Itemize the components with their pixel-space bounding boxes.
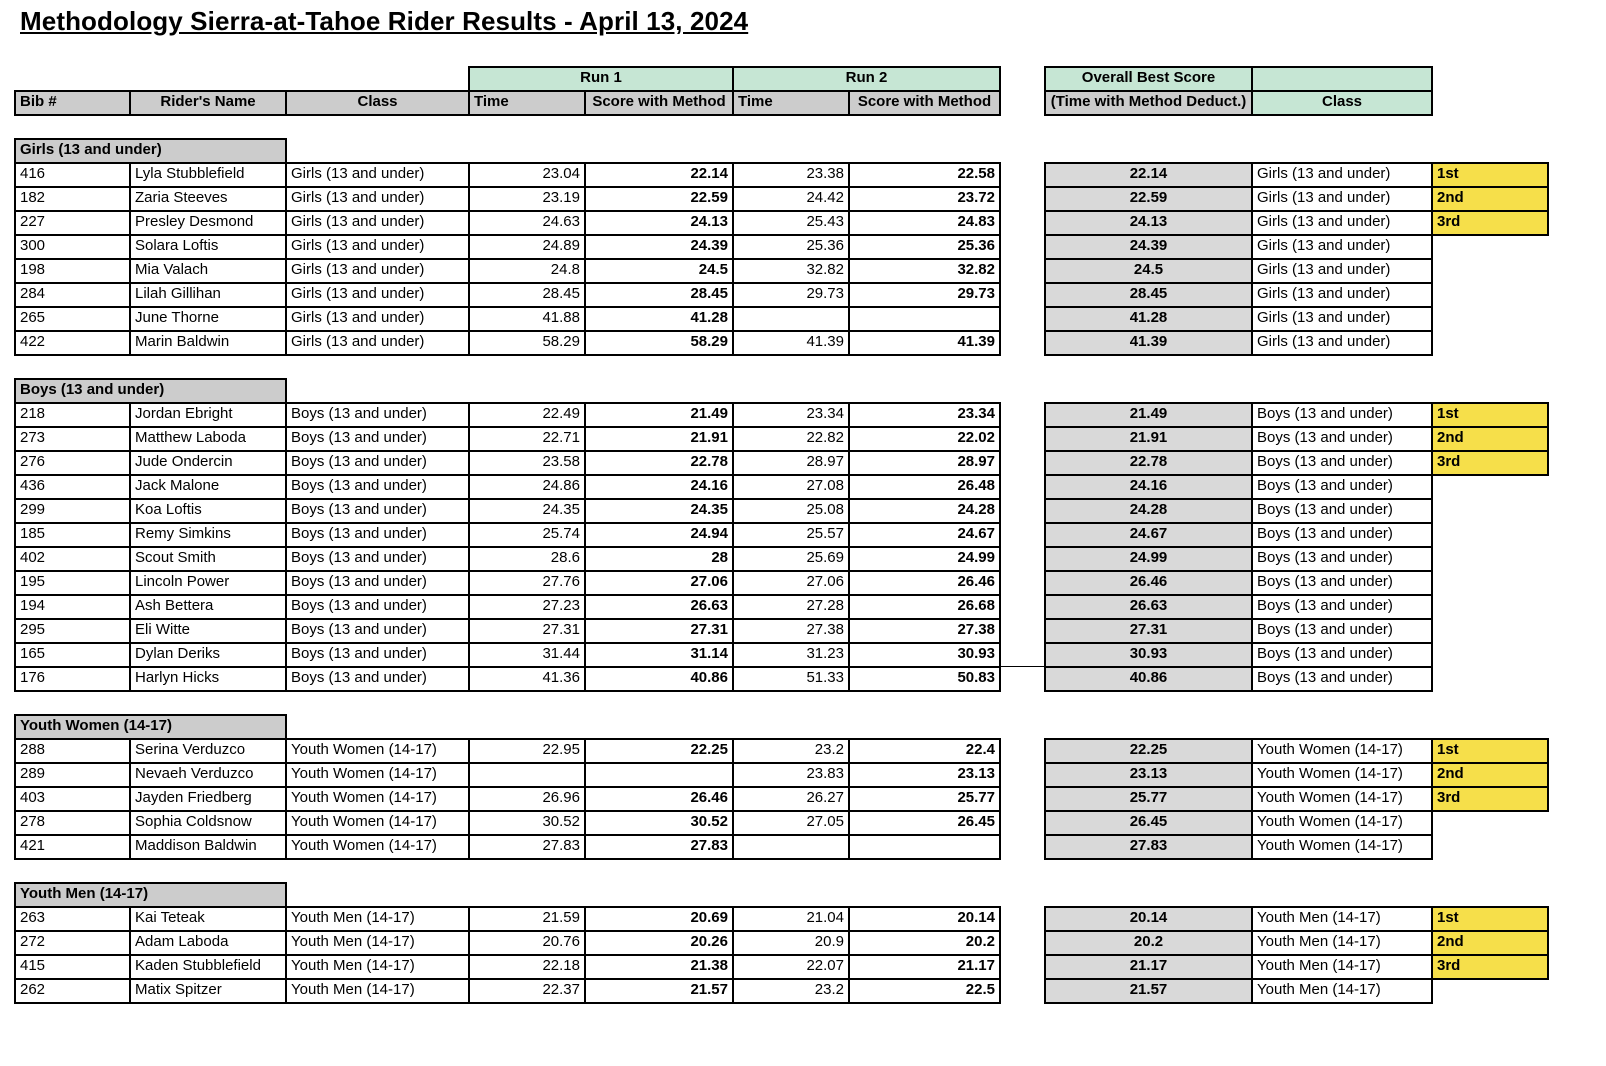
class-cell: Girls (13 and under) (285, 282, 470, 308)
run2-score-cell: 27.38 (848, 618, 1001, 644)
run2-score-cell: 23.34 (848, 402, 1001, 428)
class-cell: Boys (13 and under) (285, 426, 470, 452)
run1-score-cell: 22.59 (584, 186, 734, 212)
rider-name-cell: Presley Desmond (129, 210, 287, 236)
bib-cell: 289 (14, 762, 131, 788)
overall-best-cell: 21.57 (1044, 978, 1253, 1004)
class-result-header: Class (1251, 90, 1433, 116)
run2-time-cell: 24.42 (732, 186, 850, 212)
placement-badge: 2nd (1431, 426, 1549, 452)
run2-score-cell: 22.02 (848, 426, 1001, 452)
section-title: Boys (13 and under) (14, 378, 287, 404)
rider-name-cell: Zaria Steeves (129, 186, 287, 212)
run2-time-cell: 25.36 (732, 234, 850, 260)
class-result-cell: Youth Women (14-17) (1251, 834, 1433, 860)
run1-time-cell: 41.36 (468, 666, 586, 692)
placement-badge: 1st (1431, 402, 1549, 428)
rider-name-cell: June Thorne (129, 306, 287, 332)
run1-score-cell: 27.31 (584, 618, 734, 644)
run1-score-cell: 22.14 (584, 162, 734, 188)
run2-time-cell: 32.82 (732, 258, 850, 284)
run2-time-cell: 27.06 (732, 570, 850, 596)
run1-time-cell: 24.8 (468, 258, 586, 284)
class-result-cell: Girls (13 and under) (1251, 186, 1433, 212)
overall-best-subheader: (Time with Method Deduct.) (1044, 90, 1253, 116)
run2-time-cell: 25.08 (732, 498, 850, 524)
bib-cell: 194 (14, 594, 131, 620)
bib-cell: 218 (14, 402, 131, 428)
class-cell: Girls (13 and under) (285, 162, 470, 188)
class-cell: Youth Men (14-17) (285, 954, 470, 980)
run1-score-cell: 41.28 (584, 306, 734, 332)
bib-cell: 299 (14, 498, 131, 524)
class-result-cell: Girls (13 and under) (1251, 306, 1433, 332)
rider-name-cell: Ash Bettera (129, 594, 287, 620)
overall-best-cell: 26.46 (1044, 570, 1253, 596)
class-header-top (1251, 66, 1433, 92)
run2-time-cell: 41.39 (732, 330, 850, 356)
class-result-cell: Girls (13 and under) (1251, 258, 1433, 284)
stray-gridline (1000, 666, 1045, 667)
class-cell: Boys (13 and under) (285, 498, 470, 524)
class-result-cell: Youth Women (14-17) (1251, 738, 1433, 764)
run1-time-cell: 22.18 (468, 954, 586, 980)
class-result-cell: Boys (13 and under) (1251, 426, 1433, 452)
rider-name-cell: Sophia Coldsnow (129, 810, 287, 836)
overall-best-cell: 25.77 (1044, 786, 1253, 812)
bib-cell: 416 (14, 162, 131, 188)
run2-score-cell: 25.77 (848, 786, 1001, 812)
placement-badge: 3rd (1431, 954, 1549, 980)
run1-time-cell: 31.44 (468, 642, 586, 668)
run1-score-header: Score with Method (584, 90, 734, 116)
run1-time-cell: 25.74 (468, 522, 586, 548)
class-cell: Boys (13 and under) (285, 546, 470, 572)
class-result-cell: Girls (13 and under) (1251, 234, 1433, 260)
class-result-cell: Boys (13 and under) (1251, 594, 1433, 620)
run2-score-cell: 29.73 (848, 282, 1001, 308)
run1-score-cell: 21.57 (584, 978, 734, 1004)
rider-name-cell: Maddison Baldwin (129, 834, 287, 860)
rider-name-cell: Koa Loftis (129, 498, 287, 524)
bib-cell: 288 (14, 738, 131, 764)
placement-badge: 2nd (1431, 186, 1549, 212)
run2-score-cell: 41.39 (848, 330, 1001, 356)
run1-time-cell: 23.58 (468, 450, 586, 476)
run2-time-cell: 27.38 (732, 618, 850, 644)
run1-time-cell: 27.23 (468, 594, 586, 620)
overall-best-cell: 24.28 (1044, 498, 1253, 524)
rider-name-cell: Harlyn Hicks (129, 666, 287, 692)
run2-time-cell: 27.28 (732, 594, 850, 620)
overall-best-cell: 21.91 (1044, 426, 1253, 452)
run2-score-cell: 24.99 (848, 546, 1001, 572)
rider-name-cell: Matix Spitzer (129, 978, 287, 1004)
overall-best-cell: 24.5 (1044, 258, 1253, 284)
run1-time-cell: 24.63 (468, 210, 586, 236)
bib-cell: 198 (14, 258, 131, 284)
run2-score-cell (848, 306, 1001, 332)
run1-score-cell: 20.26 (584, 930, 734, 956)
run1-time-cell: 30.52 (468, 810, 586, 836)
run1-score-cell: 30.52 (584, 810, 734, 836)
class-result-cell: Youth Women (14-17) (1251, 786, 1433, 812)
rider-name-cell: Jude Ondercin (129, 450, 287, 476)
class-result-cell: Boys (13 and under) (1251, 474, 1433, 500)
rider-name-cell: Marin Baldwin (129, 330, 287, 356)
rider-name-cell: Jayden Friedberg (129, 786, 287, 812)
rider-name-cell: Jordan Ebright (129, 402, 287, 428)
overall-best-cell: 24.39 (1044, 234, 1253, 260)
overall-best-cell: 24.16 (1044, 474, 1253, 500)
rider-name-cell: Lilah Gillihan (129, 282, 287, 308)
bib-cell: 421 (14, 834, 131, 860)
run1-time-cell: 23.04 (468, 162, 586, 188)
class-cell: Youth Men (14-17) (285, 906, 470, 932)
section-title: Girls (13 and under) (14, 138, 287, 164)
run1-time-cell: 22.49 (468, 402, 586, 428)
class-cell: Boys (13 and under) (285, 450, 470, 476)
run1-score-cell: 24.5 (584, 258, 734, 284)
run1-time-cell: 23.19 (468, 186, 586, 212)
bib-cell: 185 (14, 522, 131, 548)
class-cell: Youth Men (14-17) (285, 930, 470, 956)
class-result-cell: Boys (13 and under) (1251, 666, 1433, 692)
run2-time-cell: 23.2 (732, 738, 850, 764)
class-result-cell: Youth Women (14-17) (1251, 810, 1433, 836)
run1-time-cell: 22.95 (468, 738, 586, 764)
run1-score-cell (584, 762, 734, 788)
overall-best-cell: 21.49 (1044, 402, 1253, 428)
rider-name-cell: Serina Verduzco (129, 738, 287, 764)
overall-best-cell: 41.28 (1044, 306, 1253, 332)
run2-time-cell: 22.82 (732, 426, 850, 452)
class-result-cell: Girls (13 and under) (1251, 210, 1433, 236)
rider-name-cell: Dylan Deriks (129, 642, 287, 668)
run2-time-cell: 20.9 (732, 930, 850, 956)
overall-best-cell: 20.2 (1044, 930, 1253, 956)
bib-cell: 265 (14, 306, 131, 332)
run2-score-cell: 26.46 (848, 570, 1001, 596)
class-cell: Youth Women (14-17) (285, 810, 470, 836)
class-result-cell: Youth Women (14-17) (1251, 762, 1433, 788)
bib-cell: 402 (14, 546, 131, 572)
run2-score-cell: 26.45 (848, 810, 1001, 836)
overall-best-cell: 21.17 (1044, 954, 1253, 980)
overall-best-cell: 40.86 (1044, 666, 1253, 692)
rider-name-cell: Jack Malone (129, 474, 287, 500)
run1-time-cell: 27.83 (468, 834, 586, 860)
overall-best-header: Overall Best Score (1044, 66, 1253, 92)
run1-time-cell (468, 762, 586, 788)
run1-score-cell: 58.29 (584, 330, 734, 356)
class-header: Class (285, 90, 470, 116)
run1-score-cell: 22.25 (584, 738, 734, 764)
class-result-cell: Boys (13 and under) (1251, 642, 1433, 668)
bib-cell: 165 (14, 642, 131, 668)
run1-score-cell: 24.94 (584, 522, 734, 548)
class-result-cell: Boys (13 and under) (1251, 450, 1433, 476)
run2-score-cell: 21.17 (848, 954, 1001, 980)
class-cell: Girls (13 and under) (285, 210, 470, 236)
overall-best-cell: 26.45 (1044, 810, 1253, 836)
class-cell: Boys (13 and under) (285, 642, 470, 668)
run2-score-cell: 24.67 (848, 522, 1001, 548)
run1-time-cell: 24.86 (468, 474, 586, 500)
run1-time-cell: 58.29 (468, 330, 586, 356)
run2-time-cell: 26.27 (732, 786, 850, 812)
run1-score-cell: 22.78 (584, 450, 734, 476)
run2-time-cell (732, 306, 850, 332)
overall-best-cell: 24.13 (1044, 210, 1253, 236)
rider-name-cell: Mia Valach (129, 258, 287, 284)
rider-name-cell: Eli Witte (129, 618, 287, 644)
class-cell: Boys (13 and under) (285, 474, 470, 500)
class-result-cell: Boys (13 and under) (1251, 402, 1433, 428)
rider-name-cell: Nevaeh Verduzco (129, 762, 287, 788)
bib-cell: 227 (14, 210, 131, 236)
class-cell: Boys (13 and under) (285, 570, 470, 596)
overall-best-cell: 23.13 (1044, 762, 1253, 788)
class-result-cell: Youth Men (14-17) (1251, 906, 1433, 932)
run1-score-cell: 28.45 (584, 282, 734, 308)
run2-score-cell: 25.36 (848, 234, 1001, 260)
placement-badge: 3rd (1431, 786, 1549, 812)
class-cell: Girls (13 and under) (285, 258, 470, 284)
rider-name-cell: Remy Simkins (129, 522, 287, 548)
run2-time-cell: 25.57 (732, 522, 850, 548)
run1-time-cell: 20.76 (468, 930, 586, 956)
run2-time-cell: 27.05 (732, 810, 850, 836)
class-cell: Boys (13 and under) (285, 594, 470, 620)
run1-score-cell: 28 (584, 546, 734, 572)
run2-score-cell (848, 834, 1001, 860)
section-title: Youth Women (14-17) (14, 714, 287, 740)
bib-header: Bib # (14, 90, 131, 116)
class-cell: Girls (13 and under) (285, 234, 470, 260)
bib-cell: 284 (14, 282, 131, 308)
bib-cell: 436 (14, 474, 131, 500)
run1-score-cell: 21.49 (584, 402, 734, 428)
run1-score-cell: 24.16 (584, 474, 734, 500)
overall-best-cell: 22.14 (1044, 162, 1253, 188)
class-cell: Boys (13 and under) (285, 402, 470, 428)
class-cell: Girls (13 and under) (285, 330, 470, 356)
run2-time-cell: 25.69 (732, 546, 850, 572)
class-result-cell: Youth Men (14-17) (1251, 978, 1433, 1004)
run1-score-cell: 21.91 (584, 426, 734, 452)
class-result-cell: Boys (13 and under) (1251, 570, 1433, 596)
rider-name-cell: Adam Laboda (129, 930, 287, 956)
class-result-cell: Boys (13 and under) (1251, 498, 1433, 524)
overall-best-cell: 24.99 (1044, 546, 1253, 572)
run2-time-cell: 21.04 (732, 906, 850, 932)
overall-best-cell: 28.45 (1044, 282, 1253, 308)
class-cell: Boys (13 and under) (285, 666, 470, 692)
bib-cell: 276 (14, 450, 131, 476)
run1-score-cell: 24.39 (584, 234, 734, 260)
rider-name-header: Rider's Name (129, 90, 287, 116)
run2-time-cell: 51.33 (732, 666, 850, 692)
overall-best-cell: 27.31 (1044, 618, 1253, 644)
page-title: Methodology Sierra-at-Tahoe Rider Results - April 13, 2024 (20, 6, 749, 36)
run1-time-cell: 24.35 (468, 498, 586, 524)
run1-time-cell: 41.88 (468, 306, 586, 332)
run2-score-cell: 24.83 (848, 210, 1001, 236)
run2-time-cell: 29.73 (732, 282, 850, 308)
run1-score-cell: 27.83 (584, 834, 734, 860)
run1-score-cell: 26.63 (584, 594, 734, 620)
class-result-cell: Youth Men (14-17) (1251, 930, 1433, 956)
rider-name-cell: Lyla Stubblefield (129, 162, 287, 188)
run1-time-cell: 27.76 (468, 570, 586, 596)
bib-cell: 262 (14, 978, 131, 1004)
run2-time-cell: 31.23 (732, 642, 850, 668)
bib-cell: 182 (14, 186, 131, 212)
overall-best-cell: 30.93 (1044, 642, 1253, 668)
run1-score-cell: 24.13 (584, 210, 734, 236)
rider-name-cell: Matthew Laboda (129, 426, 287, 452)
run1-time-cell: 28.6 (468, 546, 586, 572)
run1-time-cell: 27.31 (468, 618, 586, 644)
run1-time-cell: 28.45 (468, 282, 586, 308)
class-cell: Girls (13 and under) (285, 186, 470, 212)
run2-score-cell: 23.72 (848, 186, 1001, 212)
run2-time-header: Time (732, 90, 850, 116)
rider-name-cell: Scout Smith (129, 546, 287, 572)
overall-best-cell: 41.39 (1044, 330, 1253, 356)
overall-best-cell: 22.59 (1044, 186, 1253, 212)
bib-cell: 273 (14, 426, 131, 452)
run2-time-cell (732, 834, 850, 860)
class-result-cell: Youth Men (14-17) (1251, 954, 1433, 980)
run2-time-cell: 23.34 (732, 402, 850, 428)
run1-score-cell: 20.69 (584, 906, 734, 932)
class-result-cell: Boys (13 and under) (1251, 618, 1433, 644)
class-cell: Youth Women (14-17) (285, 834, 470, 860)
overall-best-cell: 27.83 (1044, 834, 1253, 860)
run2-score-cell: 20.14 (848, 906, 1001, 932)
class-cell: Girls (13 and under) (285, 306, 470, 332)
class-result-cell: Girls (13 and under) (1251, 162, 1433, 188)
run2-score-cell: 24.28 (848, 498, 1001, 524)
run2-time-cell: 28.97 (732, 450, 850, 476)
run2-time-cell: 23.2 (732, 978, 850, 1004)
run2-score-cell: 32.82 (848, 258, 1001, 284)
rider-name-cell: Kaden Stubblefield (129, 954, 287, 980)
bib-cell: 195 (14, 570, 131, 596)
class-result-cell: Girls (13 and under) (1251, 330, 1433, 356)
run1-time-cell: 22.71 (468, 426, 586, 452)
overall-best-cell: 22.25 (1044, 738, 1253, 764)
bib-cell: 278 (14, 810, 131, 836)
run1-score-cell: 31.14 (584, 642, 734, 668)
class-result-cell: Girls (13 and under) (1251, 282, 1433, 308)
bib-cell: 403 (14, 786, 131, 812)
overall-best-cell: 24.67 (1044, 522, 1253, 548)
placement-badge: 1st (1431, 162, 1549, 188)
run2-score-cell: 22.4 (848, 738, 1001, 764)
run2-score-cell: 22.5 (848, 978, 1001, 1004)
class-result-cell: Boys (13 and under) (1251, 522, 1433, 548)
run2-score-cell: 30.93 (848, 642, 1001, 668)
bib-cell: 300 (14, 234, 131, 260)
run2-time-cell: 22.07 (732, 954, 850, 980)
run2-score-cell: 50.83 (848, 666, 1001, 692)
run1-score-cell: 21.38 (584, 954, 734, 980)
class-cell: Boys (13 and under) (285, 522, 470, 548)
run1-header: Run 1 (468, 66, 734, 92)
placement-badge: 3rd (1431, 210, 1549, 236)
run1-time-cell: 22.37 (468, 978, 586, 1004)
rider-name-cell: Lincoln Power (129, 570, 287, 596)
run2-score-cell: 23.13 (848, 762, 1001, 788)
rider-name-cell: Kai Teteak (129, 906, 287, 932)
bib-cell: 422 (14, 330, 131, 356)
run2-score-cell: 26.48 (848, 474, 1001, 500)
run1-score-cell: 24.35 (584, 498, 734, 524)
bib-cell: 415 (14, 954, 131, 980)
placement-badge: 2nd (1431, 762, 1549, 788)
run2-score-cell: 22.58 (848, 162, 1001, 188)
bib-cell: 263 (14, 906, 131, 932)
rider-name-cell: Solara Loftis (129, 234, 287, 260)
run1-time-cell: 24.89 (468, 234, 586, 260)
overall-best-cell: 20.14 (1044, 906, 1253, 932)
class-result-cell: Boys (13 and under) (1251, 546, 1433, 572)
run2-score-cell: 20.2 (848, 930, 1001, 956)
bib-cell: 295 (14, 618, 131, 644)
run1-score-cell: 27.06 (584, 570, 734, 596)
run2-score-cell: 28.97 (848, 450, 1001, 476)
run1-time-cell: 21.59 (468, 906, 586, 932)
run1-time-cell: 26.96 (468, 786, 586, 812)
overall-best-cell: 26.63 (1044, 594, 1253, 620)
placement-badge: 1st (1431, 906, 1549, 932)
placement-badge: 3rd (1431, 450, 1549, 476)
run2-time-cell: 25.43 (732, 210, 850, 236)
overall-best-cell: 22.78 (1044, 450, 1253, 476)
class-cell: Youth Women (14-17) (285, 786, 470, 812)
class-cell: Boys (13 and under) (285, 618, 470, 644)
run2-time-cell: 23.38 (732, 162, 850, 188)
run2-score-header: Score with Method (848, 90, 1001, 116)
run1-time-header: Time (468, 90, 586, 116)
class-cell: Youth Women (14-17) (285, 738, 470, 764)
run1-score-cell: 26.46 (584, 786, 734, 812)
run2-header: Run 2 (732, 66, 1001, 92)
placement-badge: 2nd (1431, 930, 1549, 956)
bib-cell: 272 (14, 930, 131, 956)
run2-score-cell: 26.68 (848, 594, 1001, 620)
class-cell: Youth Women (14-17) (285, 762, 470, 788)
placement-badge: 1st (1431, 738, 1549, 764)
section-title: Youth Men (14-17) (14, 882, 287, 908)
bib-cell: 176 (14, 666, 131, 692)
run2-time-cell: 27.08 (732, 474, 850, 500)
run1-score-cell: 40.86 (584, 666, 734, 692)
run2-time-cell: 23.83 (732, 762, 850, 788)
class-cell: Youth Men (14-17) (285, 978, 470, 1004)
